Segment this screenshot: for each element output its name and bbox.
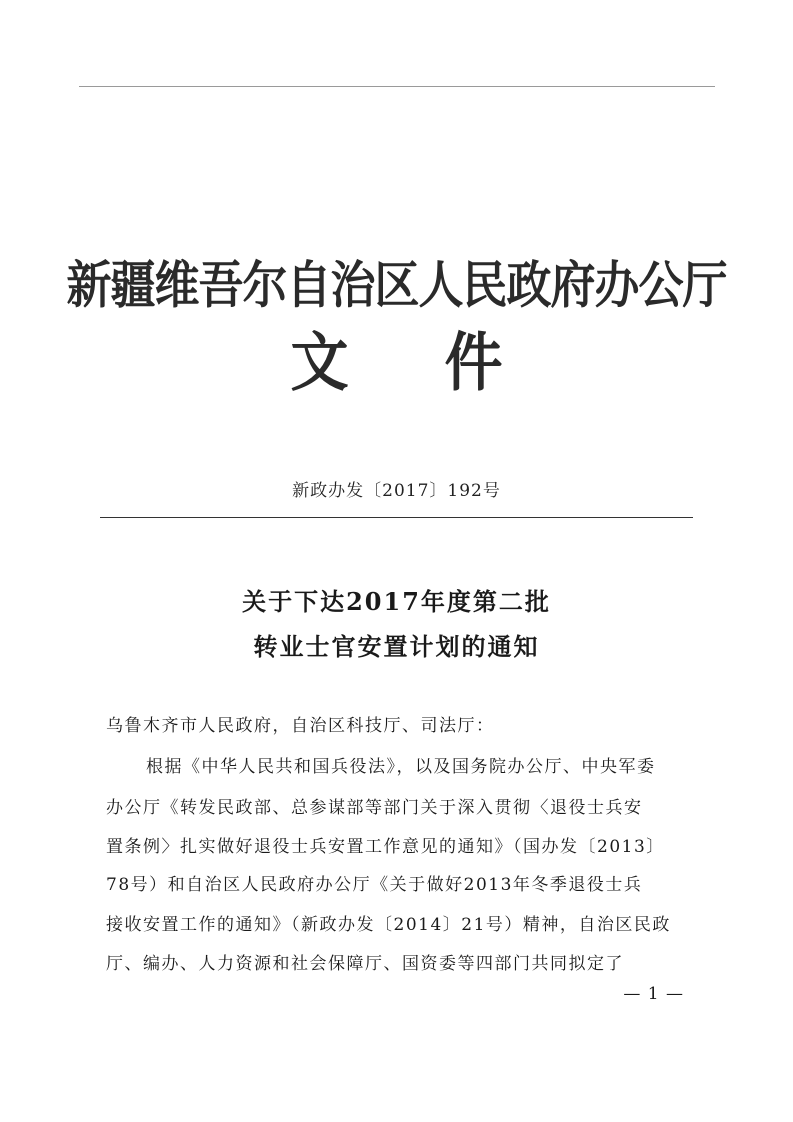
page-number: — 1 — bbox=[623, 984, 684, 1004]
separator-rule bbox=[100, 517, 693, 518]
title-line-1: 关于下达2017年度第二批 bbox=[242, 587, 551, 616]
title-line-2: 转业士官安置计划的通知 bbox=[253, 632, 540, 661]
body-line-1: 根据《中华人民共和国兵役法》，以及国务院办公厅、中央军委 bbox=[146, 757, 656, 777]
issuing-authority: 新疆维吾尔自治区人民政府办公厅 bbox=[66, 255, 727, 315]
top-rule bbox=[79, 86, 715, 87]
body-line-6: 厅、编办、人力资源和社会保障厅、国资委等四部门共同拟定了 bbox=[106, 954, 624, 974]
recipients: 乌鲁木齐市人民政府，自治区科技厅、司法厅： bbox=[106, 716, 495, 736]
body-line-2: 办公厅《转发民政部、总参谋部等部门关于深入贯彻〈退役士兵安 bbox=[106, 798, 643, 818]
document-number: 新政办发〔2017〕192号 bbox=[292, 481, 501, 501]
document-type-label: 文件 bbox=[290, 325, 599, 401]
body-line-4: 78号）和自治区人民政府办公厅《关于做好2013年冬季退役士兵 bbox=[106, 875, 643, 895]
body-line-5: 接收安置工作的通知》（新政办发〔2014〕21号）精神，自治区民政 bbox=[106, 915, 671, 935]
body-line-3: 置条例〉扎实做好退役士兵安置工作意见的通知》（国办发〔2013〕 bbox=[106, 837, 665, 857]
